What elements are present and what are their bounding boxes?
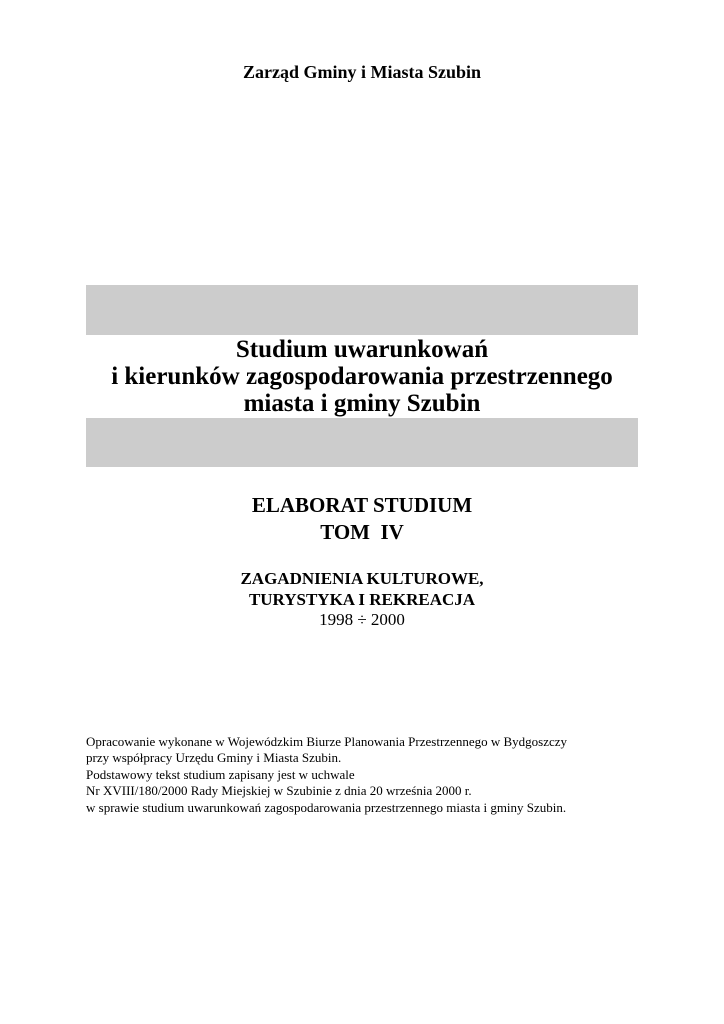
subject-line-1: ZAGADNIENIA KULTUROWE, [240,569,484,588]
subject-heading [0,568,724,610]
subject-line-2: TURYSTYKA I REKREACJA [248,590,476,609]
volume-heading [0,492,724,546]
preparation-notes [86,734,686,816]
title-band-bottom [86,418,638,467]
note-line-5: w sprawie studium uwarunkowań zagospodarowania przestrzennego miasta i gminy Szubin. [86,799,567,815]
note-line-1: Opracowanie wykonane w Wojewódzkim Biurze Planowania Przestrzennego w Bydgoszczy [86,734,568,749]
title-line-1: Studium uwarunkowań [235,336,489,363]
volume-line-2: TOM IV [320,520,404,544]
volume-line-1: ELABORAT STUDIUM [251,493,473,517]
title-band-top [86,285,638,335]
note-line-4: Nr XVIII/180/2000 Rady Miejskiej w Szubinie z dnia 20 września 2000 r. [86,783,472,799]
year-range: 1998 ÷ 2000 [319,610,405,629]
document-title [0,336,724,417]
note-line-3: Podstawowy tekst studium zapisany jest w uchwale [86,766,355,782]
issuing-authority: Zarząd Gminy i Miasta Szubin [242,62,482,82]
title-line-2: i kierunków zagospodarowania przestrzennego [111,363,613,390]
title-line-3: miasta i gminy Szubin [243,390,481,417]
note-line-2: przy współpracy Urzędu Gminy i Miasta Szubin. [86,750,342,766]
